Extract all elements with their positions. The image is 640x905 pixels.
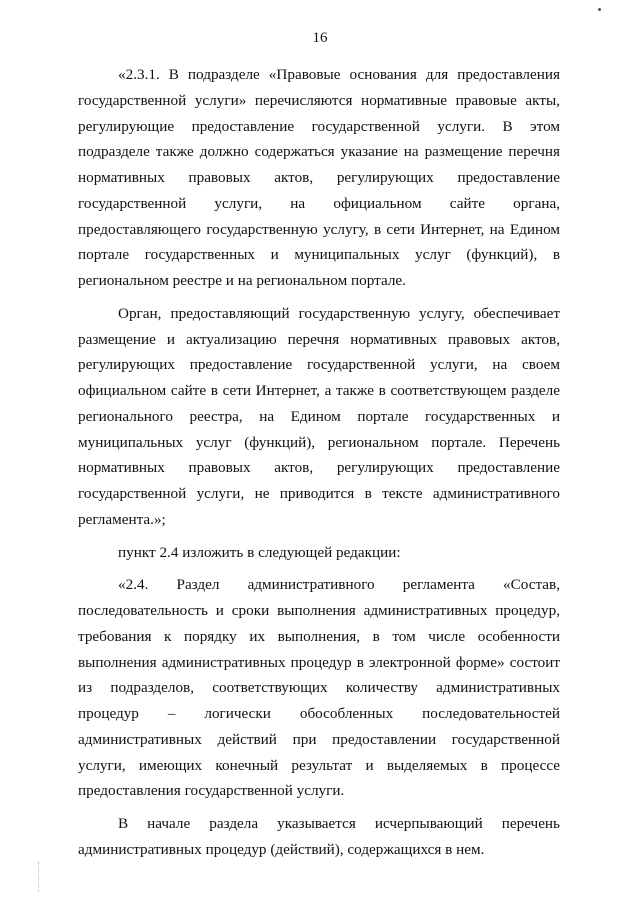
paragraph-2-3-1: «2.3.1. В подразделе «Правовые основания для предоставления государственной услуги» перечисляются нормативные правовые акты, регулирующие предоставление государственной услуги. В этом подразделе также должно содержаться указание на размещение перечня нормативных правовых актов, регулирующих предоставление государственной услуги, на официальном сайте органа, предоставляющего государственную услугу, в сети Интернет, на Едином портале государственных и муниципальных услуг (функций), в региональном реестре и на региональном портале.: [78, 66, 560, 289]
paragraph-nachalo-razdela: В начале раздела указывается исчерпывающий перечень административных процедур (действий), содержащихся в нем.: [78, 815, 560, 858]
body-text: [78, 62, 560, 863]
paragraph-organ: Орган, предоставляющий государственную услугу, обеспечивает размещение и актуализацию перечня нормативных правовых актов, регулирующих предоставление государственной услуги, на своем официальном сайте в сети Интернет, а также в соответствующем разделе регионального реестра, на Едином портале государственных и муниципальных услуг (функций), региональном портале. Перечень нормативных правовых актов, регулирующих предоставление государственной услуги, не приводится в тексте административного регламента.»;: [78, 304, 560, 528]
paragraph-2-4: «2.4. Раздел административного регламента «Состав, последовательность и сроки выполнения административных процедур, требования к порядку их выполнения, в том числе особенности выполнения административных процедур в электронной форме» состоит из подразделов, соответствующих количеству административных процедур – логически обособленных последовательностей административных действий при предоставлении государственной услуги, имеющих конечный результат и выделяемых в процессе предоставления государственной услуги.: [78, 576, 560, 800]
paragraph-punkt-2-4: пункт 2.4 изложить в следующей редакции:: [118, 543, 401, 561]
scan-mark: [598, 8, 601, 11]
page-number: 16: [312, 30, 328, 46]
scan-edge-artifact: [38, 862, 40, 892]
